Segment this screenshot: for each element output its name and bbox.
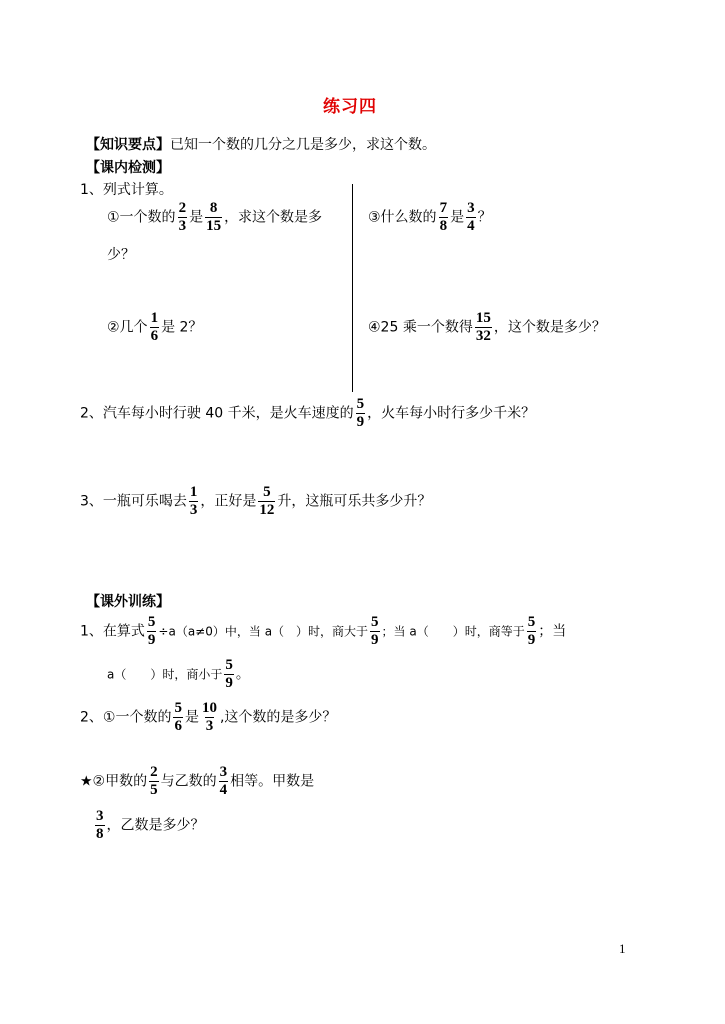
fraction-numerator: 5 — [356, 396, 365, 412]
p3-suffix: ？ — [477, 209, 492, 226]
page-number: 1 — [619, 941, 626, 956]
fraction-numerator: 10 — [201, 700, 217, 716]
fraction-denominator: 8 — [439, 218, 448, 234]
q3-prefix: 3、一瓶可乐喝去 — [80, 493, 187, 510]
fraction-denominator: 8 — [96, 826, 104, 842]
page-title: 练习四 — [323, 97, 377, 117]
fraction-numerator: 8 — [209, 200, 218, 216]
fraction-numerator: 5 — [174, 700, 182, 716]
knowledge-line — [86, 134, 436, 154]
fraction-numerator: 5 — [263, 484, 271, 500]
oq2-suffix: ,这个数的是多少？ — [219, 709, 337, 726]
oq1-line2-suffix: 。 — [235, 666, 250, 683]
p1-mid: 是 — [189, 209, 204, 226]
fraction — [178, 200, 188, 235]
oq1-mid2: ；当 a（ ）时，商等于 — [381, 624, 525, 639]
fraction — [466, 200, 476, 235]
problem-1 — [107, 200, 322, 235]
fraction-denominator: 3 — [189, 502, 198, 518]
fraction-denominator: 5 — [150, 782, 158, 798]
fraction — [370, 614, 380, 649]
fraction — [189, 484, 199, 519]
q2-prefix: 2、汽车每小时行驶 40 千米，是火车速度的 — [80, 405, 354, 422]
p1-prefix: ①一个数的 — [107, 209, 176, 226]
outclass-q3 — [80, 764, 314, 799]
inclass-label: 【课内检测】 — [86, 160, 170, 176]
fraction-denominator: 15 — [206, 218, 222, 234]
p4-prefix: ④25 乘一个数得 — [368, 319, 473, 336]
fraction — [173, 700, 183, 735]
oq2-mid: 是 — [184, 709, 199, 726]
fraction-denominator: 9 — [225, 675, 233, 691]
column-divider — [352, 184, 353, 392]
fraction — [205, 200, 222, 235]
fraction-numerator: 5 — [371, 614, 379, 630]
oq1-mid1: ÷a（a≠0）中，当 a（ ）时，商大于 — [158, 624, 369, 639]
fraction-numerator: 1 — [150, 310, 159, 326]
knowledge-label: 【知识要点】 — [86, 137, 170, 153]
oq3-suffix: 相等。甲数是 — [230, 773, 315, 790]
oq3-mid: 与乙数的 — [160, 773, 217, 790]
fraction-numerator: 3 — [219, 764, 228, 780]
oq1-suffix: ；当 — [538, 623, 567, 640]
fraction-denominator: 12 — [259, 502, 275, 518]
q3-suffix: 升，这瓶可乐共多少升？ — [277, 493, 432, 510]
problem-3 — [368, 200, 492, 235]
fraction-denominator: 9 — [371, 632, 379, 648]
fraction — [149, 764, 159, 799]
outclass-q1-line2 — [107, 657, 250, 692]
fraction-denominator: 4 — [219, 782, 228, 798]
fraction-numerator: 7 — [439, 200, 448, 216]
fraction — [475, 310, 492, 345]
fraction-numerator: 3 — [467, 200, 475, 216]
fraction — [439, 200, 449, 235]
fraction-denominator: 6 — [150, 328, 159, 344]
q3-mid: ，正好是 — [200, 493, 257, 510]
fraction — [527, 614, 537, 649]
fraction — [147, 614, 157, 649]
outclass-q1 — [80, 614, 566, 649]
fraction-denominator: 9 — [147, 632, 156, 648]
fraction-denominator: 3 — [205, 718, 214, 734]
fraction-numerator: 2 — [150, 764, 158, 780]
inclass-q2 — [80, 396, 535, 431]
outclass-label: 【课外训练】 — [86, 594, 170, 610]
fraction — [356, 396, 366, 431]
inclass-q1-heading: 1、列式计算。 — [80, 182, 173, 198]
fraction — [224, 657, 234, 692]
fraction-denominator: 6 — [174, 718, 182, 734]
fraction — [258, 484, 275, 519]
fraction-numerator: 5 — [225, 657, 233, 673]
oq2-prefix: 2、①一个数的 — [80, 709, 172, 726]
p3-prefix: ③什么数的 — [368, 209, 437, 226]
fraction-numerator: 5 — [527, 614, 536, 630]
problem-1-line2: 少？ — [107, 247, 135, 263]
oq3-prefix: ★②甲数的 — [80, 773, 148, 790]
fraction-numerator: 5 — [147, 614, 156, 630]
problem-4 — [368, 310, 606, 345]
fraction — [201, 700, 218, 735]
p2-prefix: ②几个 — [107, 319, 148, 336]
fraction-denominator: 4 — [467, 218, 475, 234]
knowledge-text: 已知一个数的几分之几是多少，求这个数。 — [170, 137, 436, 153]
oq3-line2-suffix: ，乙数是多少？ — [106, 817, 205, 834]
fraction — [219, 764, 229, 799]
oq1-prefix: 1、在算式 — [80, 623, 145, 640]
p2-suffix: 是 2？ — [161, 319, 203, 336]
p1-suffix: ，求这个数是多 — [224, 209, 323, 226]
outclass-q2 — [80, 700, 336, 735]
oq1-line2-prefix: a（ ）时，商小于 — [107, 667, 223, 682]
problem-2 — [107, 310, 202, 345]
fraction-denominator: 9 — [356, 414, 365, 430]
fraction-numerator: 15 — [475, 310, 491, 326]
fraction — [95, 808, 105, 843]
fraction-denominator: 32 — [475, 328, 491, 344]
fraction-denominator: 3 — [178, 218, 187, 234]
inclass-q3 — [80, 484, 431, 519]
outclass-q3-line2 — [93, 808, 205, 843]
q2-suffix: ，火车每小时行多少千米？ — [367, 405, 536, 422]
fraction-numerator: 3 — [96, 808, 104, 824]
fraction-numerator: 1 — [189, 484, 198, 500]
fraction-numerator: 2 — [178, 200, 187, 216]
p3-mid: 是 — [450, 209, 465, 226]
fraction-denominator: 9 — [527, 632, 536, 648]
fraction — [150, 310, 160, 345]
p4-suffix: ，这个数是多少？ — [493, 319, 606, 336]
